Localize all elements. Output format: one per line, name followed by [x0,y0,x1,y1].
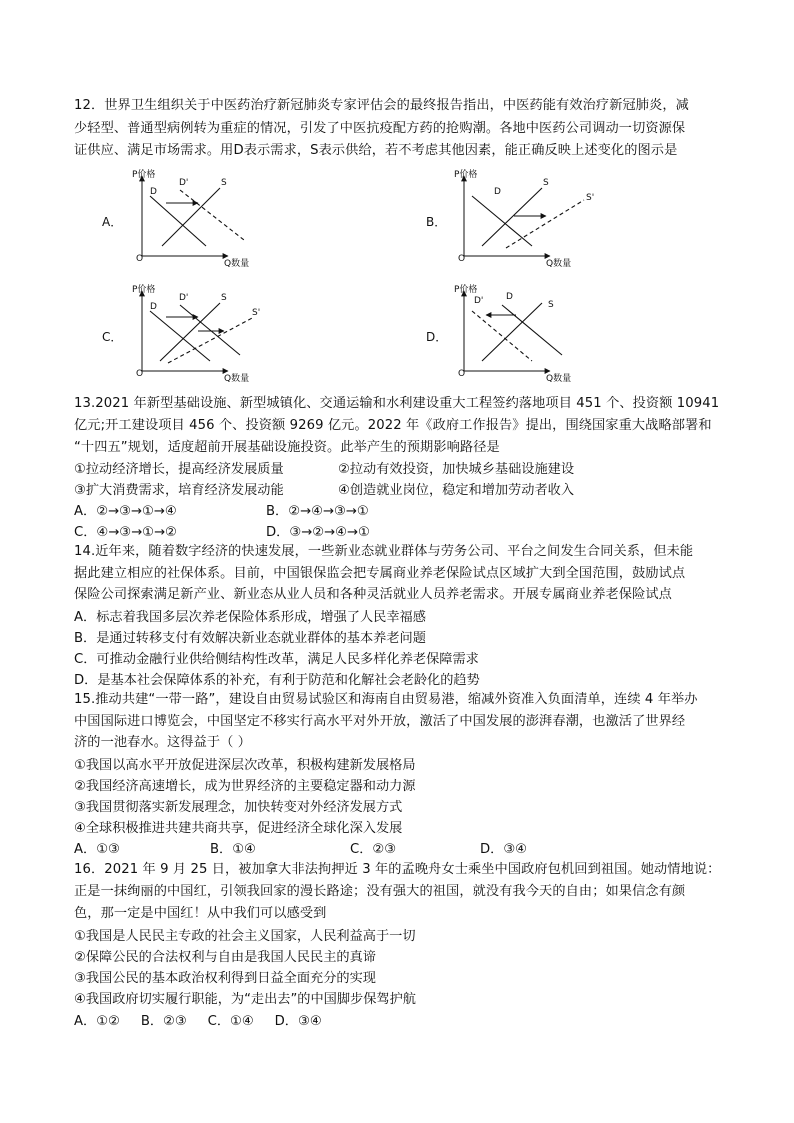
supply-curve-s-shift [168,317,254,363]
q15-item-2: ②我国经济高速增长，成为世界经济的主要稳定器和动力源 [74,779,416,794]
curve-label-d: D [494,187,501,197]
supply-curve-s-shift [506,200,584,248]
curve-label-s: S [543,178,549,188]
origin-label: O [136,254,144,264]
q15-option-a[interactable]: A．①③ [74,842,120,857]
supply-curve-s [160,303,220,361]
q15-option-c[interactable]: C．②③ [350,842,397,857]
curve-label-s: S [221,178,227,188]
q13-option-c[interactable]: C．④→③→①→② [74,525,177,540]
curve-label-s: S [221,293,227,303]
q14-line-2: 据此建立相应的社保体系。目前，中国银保监会把专属商业养老保险试点区域扩大到全国范围，鼓励试点 [74,566,686,581]
q13-option-a[interactable]: A．②→③→①→④ [74,504,177,519]
supply-curve-s [482,188,542,246]
q12-line-1: 12．世界卫生组织关于中医药治疗新冠肺炎专家评估会的最终报告指出，中医药能有效治疗新冠肺炎，减 [74,98,689,113]
q14-line-1: 14.近年来，随着数字经济的快速发展，一些新业态就业群体与劳务公司、平台之间发生合同关系，但未能 [74,544,694,559]
q13-line-2: 亿元;开工建设项目 456 个、投资额 9269 亿元。2022 年《政府工作报告》提出，围绕国家重大战略部署和 [74,418,712,433]
y-axis-label: P价格 [454,285,478,295]
q13-line-1: 13.2021 年新型基础设施、新型城镇化、交通运输和水利建设重大工程签约落地项目 451 个、投资额 10941 [74,396,720,411]
q16-item-1: ①我国是人民民主专政的社会主义国家，人民利益高于一切 [74,929,416,944]
q12-option-c-label: C． [102,330,123,344]
q16-line-1: 16．2021 年 9 月 25 日，被加拿大非法拘押近 3 年的孟晚舟女士乘坐中国政府包机回到祖国。她动情地说： [74,862,721,877]
q12-graph-c [128,281,278,385]
curve-label-d: D [506,292,513,302]
curve-label-d-prime: D' [474,296,484,306]
q13-item-2: ②拉动有效投资，加快城乡基础设施建设 [338,462,575,477]
q12-option-a-label: A． [102,215,123,229]
y-axis-label: P价格 [454,170,478,180]
q16-item-2: ②保障公民的合法权利与自由是我国人民民主的真谛 [74,950,376,965]
q13-item-3: ③扩大消费需求，培育经济发展动能 [74,483,284,498]
q14-option-d[interactable]: D．是基本社会保障体系的补充，有利于防范和化解社会老龄化的趋势 [74,673,480,688]
q15-line-1: 15.推动共建“一带一路”，建设自由贸易试验区和海南自由贸易港，缩减外资准入负面清单，连续 4 年举办 [74,692,698,707]
q15-item-1: ①我国以高水平开放促进深层次改革，积极构建新发展格局 [74,758,416,773]
x-axis-label: Q数量 [546,259,572,269]
supply-curve-s [162,188,220,246]
q14-option-b[interactable]: B．是通过转移支付有效解决新业态就业群体的基本养老问题 [74,631,426,646]
demand-curve-d-shift [472,311,532,361]
q14-line-3: 保险公司探索满足新产业、新业态从业人员和各种灵活就业人员养老需求。开展专属商业养老保险试点 [74,587,672,602]
origin-label: O [458,254,466,264]
q16-line-3: 色，那一定是中国红！从中我们可以感受到 [74,906,327,921]
q14-option-c[interactable]: C．可推动金融行业供给侧结构性改革，满足人民多样化养老保障需求 [74,652,479,667]
curve-label-d-prime: D' [179,293,189,303]
demand-curve-d [150,311,210,361]
q15-option-b[interactable]: B．①④ [210,842,256,857]
q12-line-2: 少轻型、普通型病例转为重症的情况，引发了中医抗疫配方药的抢购潮。各地中医药公司调动一切资源保 [74,121,686,136]
curve-label-s-prime: S' [586,193,595,203]
q15-item-4: ④全球积极推进共建共商共享，促进经济全球化深入发展 [74,821,403,836]
q16-item-3: ③我国公民的基本政治权利得到日益全面充分的实现 [74,971,376,986]
q13-item-1: ①拉动经济增长，提高经济发展质量 [74,462,284,477]
q12-graph-a [128,166,268,270]
q16-options[interactable]: A．①② B．②③ C．①④ D．③④ [74,1014,322,1029]
q12-graph-d [450,281,600,385]
curve-label-d: D [150,187,157,197]
q16-item-4: ④我国政府切实履行职能，为“走出去”的中国脚步保驾护航 [74,992,416,1007]
q13-line-3: “十四五”规划，适度超前开展基础设施投资。此举产生的预期影响路径是 [74,440,500,455]
q12-graph-b [450,166,610,270]
q12-line-3: 证供应、满足市场需求。用D表示需求，S表示供给，若不考虑其他因素，能正确反映上述变化的图示是 [74,143,678,158]
q14-option-a[interactable]: A．标志着我国多层次养老保险体系形成，增强了人民幸福感 [74,610,426,625]
q15-line-3: 济的一池春水。这得益于（ ） [74,735,252,750]
q13-item-4: ④创造就业岗位，稳定和增加劳动者收入 [338,483,575,498]
q15-option-d[interactable]: D．③④ [480,842,527,857]
q13-option-d[interactable]: D．③→②→④→① [266,525,370,540]
q15-line-2: 中国国际进口博览会，中国坚定不移实行高水平对外开放，激活了中国发展的澎湃春潮，也激活了世界经 [74,714,686,729]
demand-curve-d-shift [180,190,244,240]
curve-label-s-prime: S' [252,308,261,318]
q12-option-b-label: B． [426,215,447,229]
y-axis-label: P价格 [132,285,156,295]
x-axis-label: Q数量 [546,374,572,384]
q15-item-3: ③我国贯彻落实新发展理念，加快转变对外经济发展方式 [74,800,403,815]
supply-curve-s [482,303,542,361]
y-axis-label: P价格 [132,170,156,180]
q16-line-2: 正是一抹绚丽的中国红，引领我回家的漫长路途；没有强大的祖国，就没有我今天的自由；如果信念有颜 [74,884,686,899]
origin-label: O [136,369,144,379]
demand-curve-d [472,196,532,246]
x-axis-label: Q数量 [224,259,250,269]
curve-label-d-prime: D' [179,178,189,188]
q13-option-b[interactable]: B．②→④→③→① [266,504,369,519]
curve-label-s: S [548,300,554,310]
q12-option-d-label: D． [426,330,448,344]
x-axis-label: Q数量 [224,374,250,384]
curve-label-d: D [150,302,157,312]
origin-label: O [458,369,466,379]
